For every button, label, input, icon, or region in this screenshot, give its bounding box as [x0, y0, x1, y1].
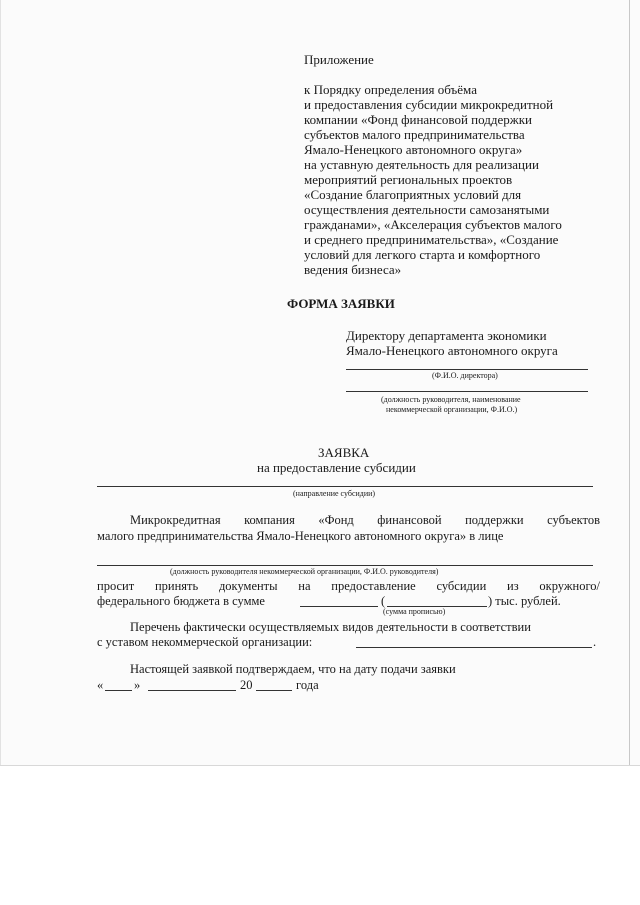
- appendix-line: ведения бизнеса»: [304, 262, 402, 277]
- director-name-line: [346, 369, 588, 370]
- caption-org-2: некоммерческой организации, Ф.И.О.): [386, 405, 518, 414]
- appendix-line: к Порядку определения объёма: [304, 82, 477, 97]
- para2-paren-open: (: [381, 594, 386, 608]
- para2-line-2a: федерального бюджета в сумме: [97, 594, 265, 608]
- page-edge-left: [0, 0, 1, 765]
- appendix-line: и среднего предпринимательства», «Создание: [304, 232, 559, 247]
- appendix-line: условий для легкого старта и комфортного: [304, 247, 541, 262]
- appendix-line: осуществления деятельности самозанятыми: [304, 202, 550, 217]
- appendix-title: Приложение: [304, 52, 374, 67]
- page-edge-right: [629, 0, 630, 765]
- date-suffix: года: [296, 678, 319, 692]
- org-head-line: [346, 391, 588, 392]
- direction-line: [97, 486, 593, 487]
- addressee-line-1: Директору департамента экономики: [346, 328, 547, 343]
- appendix-line: компании «Фонд финансовой поддержки: [304, 112, 533, 127]
- caption-director: (Ф.И.О. директора): [432, 371, 498, 380]
- caption-org-1: (должность руководителя, наименование: [381, 395, 521, 404]
- para1-line-2: малого предпринимательства Ямало-Ненецкого автономного округа» в лице: [97, 529, 504, 543]
- head-name-line: [97, 565, 593, 566]
- addressee-line-2: Ямало-Ненецкого автономного округа: [346, 343, 558, 358]
- application-title: ЗАЯВКА: [318, 445, 370, 460]
- sum-digits-line: [300, 606, 378, 607]
- appendix-line: субъектов малого предпринимательства: [304, 127, 525, 142]
- para3-line-1: Перечень фактически осуществляемых видов деятельности в соответствии: [130, 620, 531, 634]
- para2-line-1: просит принять документы на предоставление субсидии из окружного/: [97, 579, 600, 593]
- activities-line: [356, 647, 592, 648]
- form-title: ФОРМА ЗАЯВКИ: [287, 296, 395, 311]
- appendix-text: [304, 82, 562, 277]
- caption-direction: (направление субсидии): [293, 489, 376, 498]
- caption-head: (должность руководителя некоммерческой организации, Ф.И.О. руководителя): [170, 567, 439, 576]
- para3-end: .: [593, 635, 597, 649]
- application-subtitle: на предоставление субсидии: [257, 460, 416, 475]
- date-year-line: [256, 690, 292, 691]
- appendix-line: и предоставления субсидии микрокредитной: [304, 97, 554, 112]
- date-open-quote: «: [97, 678, 104, 692]
- caption-sum: (сумма прописью): [383, 607, 446, 616]
- para1-line-1: Микрокредитная компания «Фонд финансовой поддержки субъектов: [130, 513, 600, 527]
- date-day-line: [105, 690, 132, 691]
- date-year-prefix: 20: [240, 678, 253, 692]
- appendix-line: на уставную деятельность для реализации: [304, 157, 539, 172]
- date-month-line: [148, 690, 236, 691]
- date-close-quote: »: [134, 678, 141, 692]
- appendix-line: мероприятий региональных проектов: [304, 172, 513, 187]
- para4-line-1: Настоящей заявкой подтверждаем, что на дату подачи заявки: [130, 662, 456, 676]
- para3-line-2: с уставом некоммерческой организации:: [97, 635, 313, 649]
- appendix-line: «Создание благоприятных условий для: [304, 187, 522, 202]
- appendix-line: Ямало-Ненецкого автономного округа»: [304, 142, 523, 157]
- appendix-line: гражданами», «Акселерация субъектов малого: [304, 217, 562, 232]
- para2-paren-close: ) тыс. рублей.: [488, 594, 561, 608]
